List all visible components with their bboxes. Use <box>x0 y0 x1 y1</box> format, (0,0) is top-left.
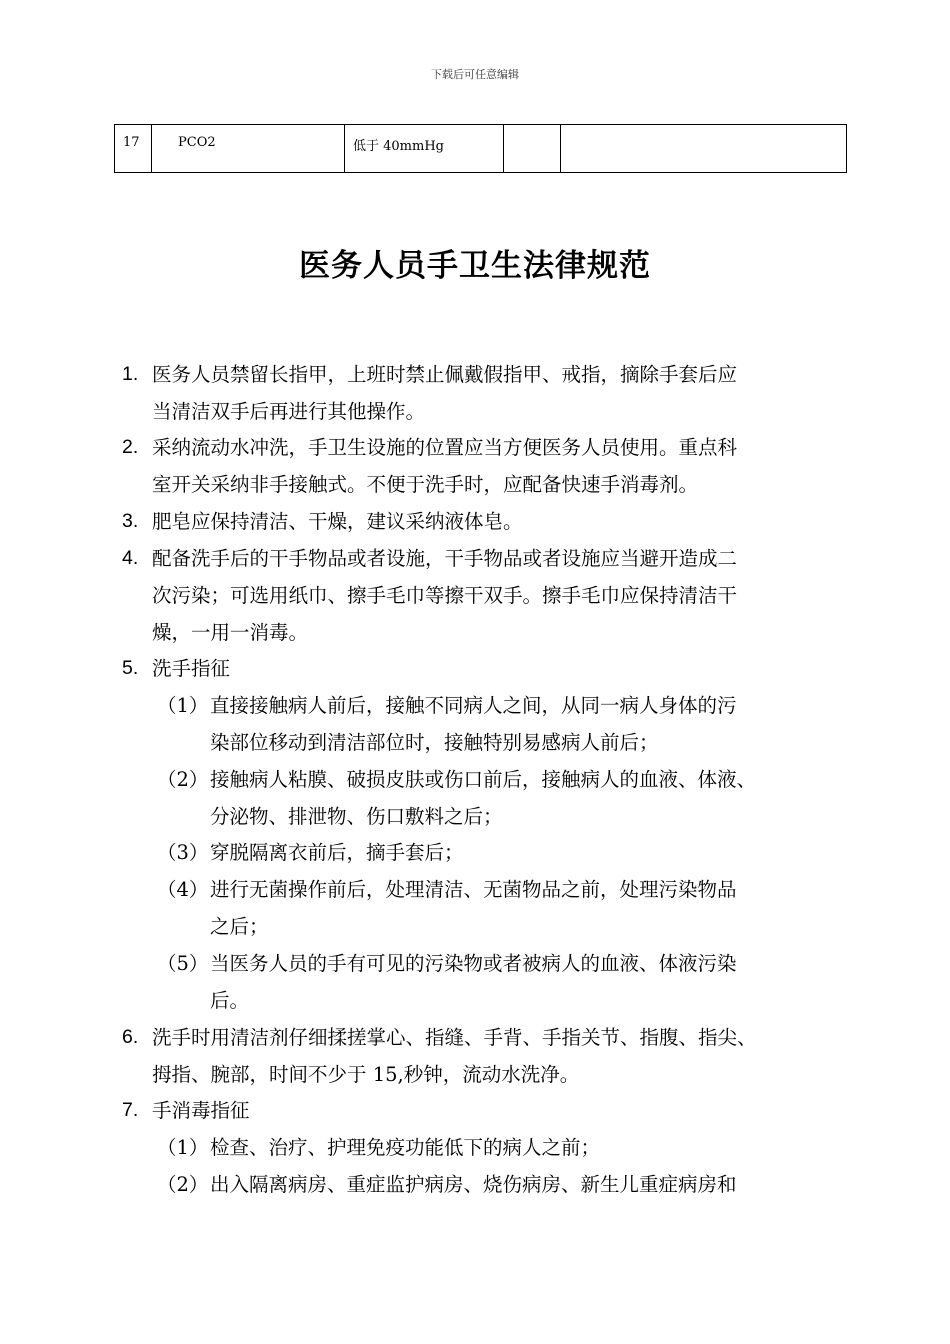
list-text: 采纳流动水冲洗，手卫生设施的位置应当方便医务人员使用。重点科 <box>152 436 738 459</box>
list-text: 洗手时用清洁剂仔细揉搓掌心、指缝、手背、手指关节、指腹、指尖、 <box>152 1026 757 1049</box>
list-text: 燥，一用一消毒。 <box>152 621 309 644</box>
table-cell-empty <box>561 125 847 173</box>
sub-list-number: （3） <box>157 841 209 864</box>
list-text: 室开关采纳非手接触式。不便于洗手时，应配备快速手消毒剂。 <box>152 473 699 496</box>
sub-list-text: 后。 <box>210 989 250 1012</box>
list-number: 1. <box>122 363 139 385</box>
list-text: 手消毒指征 <box>152 1099 250 1122</box>
sub-list-number: （4） <box>157 878 209 901</box>
sub-list-text: 当医务人员的手有可见的污染物或者被病人的血液、体液污染 <box>210 952 737 975</box>
list-number: 5. <box>122 657 139 679</box>
sub-list-text: 穿脱隔离衣前后，摘手套后； <box>210 841 464 864</box>
list-number: 3. <box>122 510 139 532</box>
table-cell-index: 17 <box>115 125 152 173</box>
table-cell-item: PCO2 <box>152 125 345 173</box>
sub-list-text: 之后； <box>210 915 269 938</box>
list-text: 次污染；可选用纸巾、擦手毛巾等擦干双手。擦手毛巾应保持清洁干 <box>152 584 738 607</box>
sub-list-number: （2） <box>157 768 209 791</box>
list-text: 医务人员禁留长指甲，上班时禁止佩戴假指甲、戒指，摘除手套后应 <box>152 363 738 386</box>
sub-list-text: 进行无菌操作前后，处理清洁、无菌物品之前，处理污染物品 <box>210 878 737 901</box>
sub-list-text: 出入隔离病房、重症监护病房、烧伤病房、新生儿重症病房和 <box>210 1173 737 1196</box>
sub-list-number: （1） <box>157 1136 209 1159</box>
list-text: 肥皂应保持清洁、干燥，建议采纳液体皂。 <box>152 510 523 533</box>
list-text: 当清洁双手后再进行其他操作。 <box>152 400 426 423</box>
list-number: 4. <box>122 547 139 569</box>
list-text: 洗手指征 <box>152 657 231 680</box>
list-text: 拇指、腕部，时间不少于 15,秒钟，流动水洗净。 <box>152 1063 580 1086</box>
sub-list-text: 直接接触病人前后，接触不同病人之间，从同一病人身体的污 <box>210 694 737 717</box>
page-title: 医务人员手卫生法律规范 <box>299 248 651 284</box>
sub-list-number: （2） <box>157 1173 209 1196</box>
sub-list-number: （5） <box>157 952 209 975</box>
list-number: 2. <box>122 436 139 458</box>
table-cell-value: 低于 40mmHg <box>345 125 504 173</box>
list-number: 6. <box>122 1026 139 1048</box>
table-row <box>115 125 847 173</box>
sub-list-text: 染部位移动到清洁部位时，接触特别易感病人前后； <box>210 731 659 754</box>
sub-list-number: （1） <box>157 694 209 717</box>
sub-list-text: 接触病人粘膜、破损皮肤或伤口前后，接触病人的血液、体液、 <box>210 768 757 791</box>
sub-list-text: 分泌物、排泄物、伤口敷料之后； <box>210 805 503 828</box>
table-cell-empty <box>504 125 561 173</box>
list-text: 配备洗手后的干手物品或者设施，干手物品或者设施应当避开造成二 <box>152 547 738 570</box>
data-table <box>114 124 847 173</box>
header-note: 下载后可任意编辑 <box>431 68 519 81</box>
sub-list-text: 检查、治疗、护理免疫功能低下的病人之前； <box>210 1136 601 1159</box>
list-number: 7. <box>122 1099 139 1121</box>
